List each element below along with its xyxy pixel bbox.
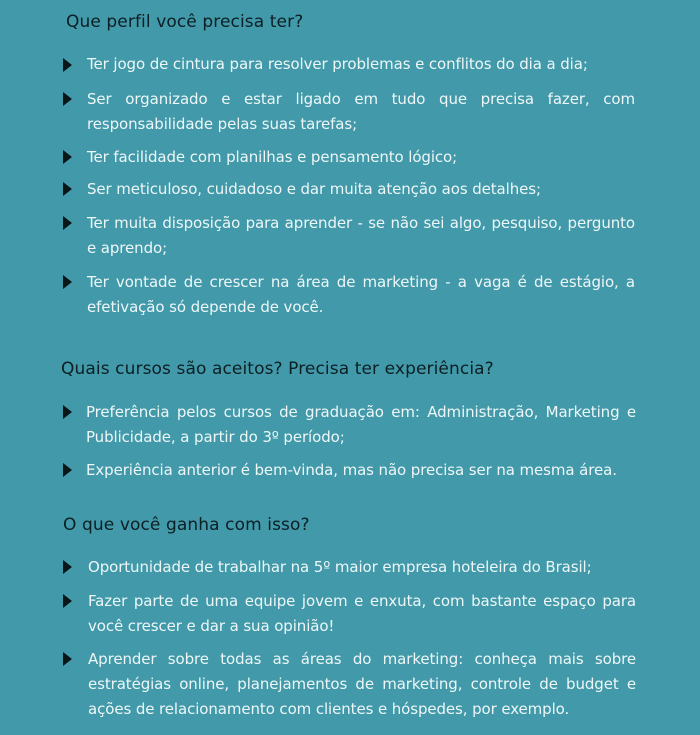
triangle-right-icon	[63, 560, 72, 574]
list-item-text: Ter facilidade com planilhas e pensamento lógico;	[87, 148, 458, 166]
list-item-text: Oportunidade de trabalhar na 5º maior empresa hoteleira do Brasil;	[88, 558, 592, 576]
list-item-text: Fazer parte de uma equipe jovem e enxuta, com bastante espaço para você crescer e dar a sua opinião!	[88, 592, 636, 635]
triangle-right-icon	[63, 92, 72, 106]
list-item-text: Preferência pelos cursos de graduação em: Administração, Marketing e Publicidade, a partir do 3º período;	[86, 403, 636, 446]
list-item-text: Ser organizado e estar ligado em tudo que precisa fazer, com responsabilidade pelas suas tarefas;	[87, 90, 635, 133]
triangle-right-icon	[63, 182, 72, 196]
list-item-text: Ter muita disposição para aprender - se não sei algo, pesquiso, pergunto e aprendo;	[87, 214, 635, 257]
triangle-right-icon	[63, 58, 72, 72]
section-heading-courses: Quais cursos são aceitos? Precisa ter experiência?	[61, 359, 494, 379]
triangle-right-icon	[63, 405, 72, 419]
list-item-text: Aprender sobre todas as áreas do marketing: conheça mais sobre estratégias online, planejamentos de marketing, controle de budget e ações de relacionamento com clientes e hóspedes, por exemplo.	[88, 650, 636, 718]
list-item-text: Experiência anterior é bem-vinda, mas não precisa ser na mesma área.	[86, 461, 617, 479]
triangle-right-icon	[63, 652, 72, 666]
section-heading-benefits: O que você ganha com isso?	[63, 515, 310, 535]
section-heading-profile: Que perfil você precisa ter?	[66, 12, 304, 32]
triangle-right-icon	[63, 275, 72, 289]
list-item-text: Ter vontade de crescer na área de marketing - a vaga é de estágio, a efetivação só depende de você.	[87, 273, 635, 316]
list-item-text: Ser meticuloso, cuidadoso e dar muita atenção aos detalhes;	[87, 180, 541, 198]
triangle-right-icon	[63, 150, 72, 164]
triangle-right-icon	[63, 463, 72, 477]
triangle-right-icon	[63, 216, 72, 230]
triangle-right-icon	[63, 594, 72, 608]
list-item-text: Ter jogo de cintura para resolver problemas e conflitos do dia a dia;	[87, 55, 588, 73]
